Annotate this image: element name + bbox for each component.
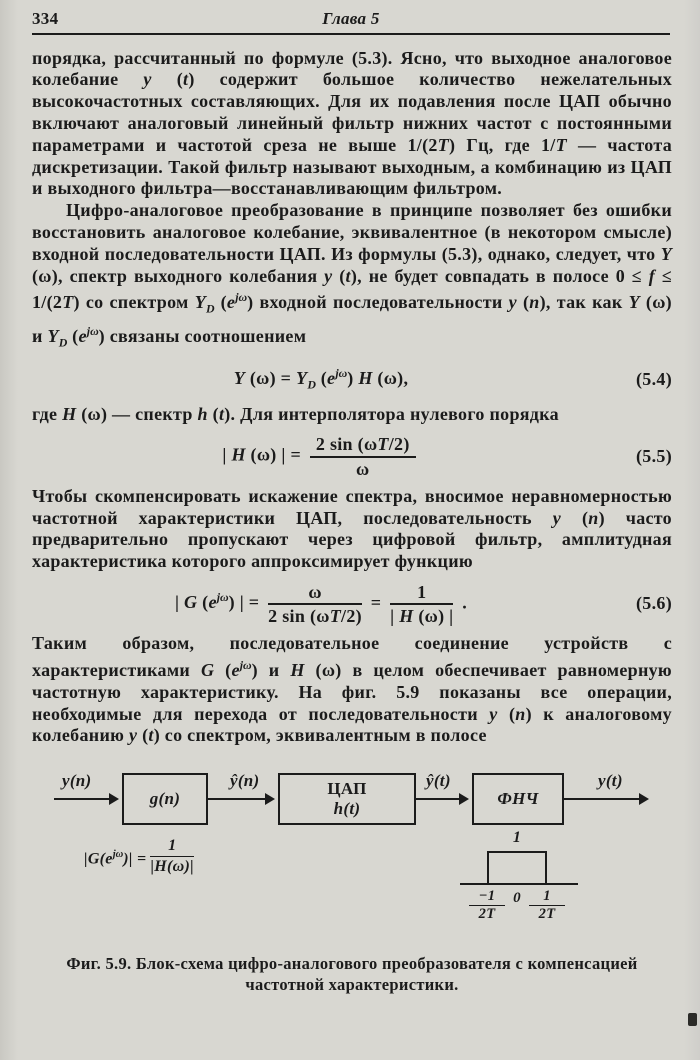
equation-5-4 (32, 363, 672, 396)
scan-artifact (688, 1013, 697, 1026)
gain-formula-lhs: $|G(e^{j\omega})|$ = (84, 848, 147, 867)
block-lowpass-filter-label: ФНЧ (497, 789, 539, 809)
output-signal-label: y(t) (598, 771, 623, 791)
equation-5-5-lhs: | H (ω) | = (222, 444, 302, 465)
tick-fraction-numerator: −1 (469, 889, 505, 906)
equation-5-5 (32, 434, 672, 478)
frequency-axis (460, 883, 578, 885)
chapter-heading: Глава 5 (322, 9, 380, 28)
running-header (0, 0, 700, 29)
equation-5-6-number: (5.6) (636, 593, 672, 614)
fraction-denominator: ω (356, 458, 370, 479)
equation-5-4-number: (5.4) (636, 369, 672, 390)
block-dac-impulse-label: h(t) (333, 799, 361, 819)
equation-5-6 (32, 582, 672, 626)
block-dac (278, 773, 416, 825)
equation-5-6-fraction-1 (268, 582, 362, 626)
block-lowpass-filter (472, 773, 564, 825)
page-number: 334 (32, 9, 59, 28)
equation-5-5-expression (32, 434, 610, 478)
paragraph-1: порядка, рассчитанный по формуле (5.3). Ясно, что выходное аналоговое колебание y (t) содержит большое количество нежелательных высокочастотных составляющих. Для их подавления после ЦАП обычно включают аналоговый линейный фильтр нижних частот с постоянными параметрами и частотой среза не выше 1/(2T) Гц, где 1/T — частота дискретизации. Такой фильтр называют выходным, а комбинацию из ЦАП и выходного фильтра—восстанавливающим фильтром. (32, 47, 672, 199)
amplitude-one-label: 1 (512, 829, 522, 847)
equation-5-6-fraction-2 (390, 582, 453, 626)
block-digital-filter-label: g(n) (149, 789, 181, 809)
fraction-denominator: 2 sin (ωT/2) (268, 606, 362, 627)
fraction-numerator: 2 sin (ωT/2) (310, 434, 416, 457)
paragraph-3: где H (ω) — спектр h (t). Для интерполятора нулевого порядка (32, 403, 559, 424)
equation-5-5-fraction (310, 434, 416, 478)
fraction-denominator: |H(ω)| (150, 858, 194, 876)
figure-5-9-caption: Фиг. 5.9. Блок-схема цифро-аналогового преобразователя с компенсацией частотной характеристики. (66, 954, 638, 995)
paragraph-4: Чтобы скомпенсировать искажение спектра, вносимое неравномерностью частотной характеристики ЦАП, последовательность y (n) часто предварительно пропускают через цифровой фильтр, амплитудная характеристика которого аппроксимирует функцию (32, 485, 672, 572)
fraction-numerator: 1 (390, 582, 453, 605)
gain-formula-fraction (150, 837, 194, 876)
ideal-lowpass-response-shape (487, 851, 547, 884)
input-arrow (54, 798, 110, 800)
tick-fraction-numerator: 1 (529, 889, 565, 906)
paragraph-2: Цифро-аналоговое преобразование в принципе позволяет без ошибки восстановить аналоговое колебание, эквивалентное (в некотором смысле) входной последовательности ЦАП. Из формулы (5.3), однако, следует, что Y (ω), спектр выходного колебания y (t), не будет совпадать в полосе 0 ≤ f ≤ 1/(2T) со спектром $Y_D$ $(e^{j\omega})$ входной последовательности y (n), так как Y (ω) и $Y_D$ $(e^{j\omega})$ связаны соотношением (32, 200, 672, 350)
input-signal-label: y(n) (62, 771, 92, 791)
signal-label-yhat-t: ŷ(t) (426, 771, 451, 791)
equation-5-6-lhs: | G $(e^{j\omega})$ | = (174, 590, 260, 613)
paragraph-5: Таким образом, последовательное соединение устройств с характеристиками G $(e^{j\omega})$ и H (ω) в целом обеспечивает равномерную частотную характеристику. На фиг. 5.9 показаны все операции, необходимые для перехода от последовательности y (n) к аналоговому колебанию y (t) со спектром, эквивалентным в полосе (32, 633, 672, 746)
tick-plus-one-over-2T (529, 889, 565, 922)
fraction-numerator: 1 (150, 837, 194, 857)
fraction-numerator: ω (268, 582, 362, 605)
page-body (0, 35, 700, 996)
tick-zero: 0 (513, 890, 521, 907)
block-dac-label: ЦАП (327, 779, 367, 799)
period: . (462, 592, 468, 613)
equation-5-4-expression: Y $(\omega) = Y_D$ $(e^{j\omega})$ H (ω), (233, 366, 409, 392)
equation-5-6-expression (32, 582, 610, 626)
figure-5-9-block-diagram (32, 761, 672, 937)
arrow-filter-to-dac (208, 798, 266, 800)
signal-label-yhat-n: ŷ(n) (230, 771, 260, 791)
tick-minus-one-over-2T (469, 889, 505, 922)
tick-fraction-denominator: 2T (538, 906, 556, 923)
tick-fraction-denominator: 2T (478, 906, 496, 923)
block-digital-filter (122, 773, 208, 825)
equation-5-5-number: (5.5) (636, 445, 672, 466)
fraction-denominator: | H (ω) | (390, 606, 454, 627)
compensation-gain-formula (84, 837, 198, 876)
arrow-dac-to-lowpass (416, 798, 460, 800)
output-arrow (564, 798, 640, 800)
equals-sign: = (370, 592, 382, 613)
